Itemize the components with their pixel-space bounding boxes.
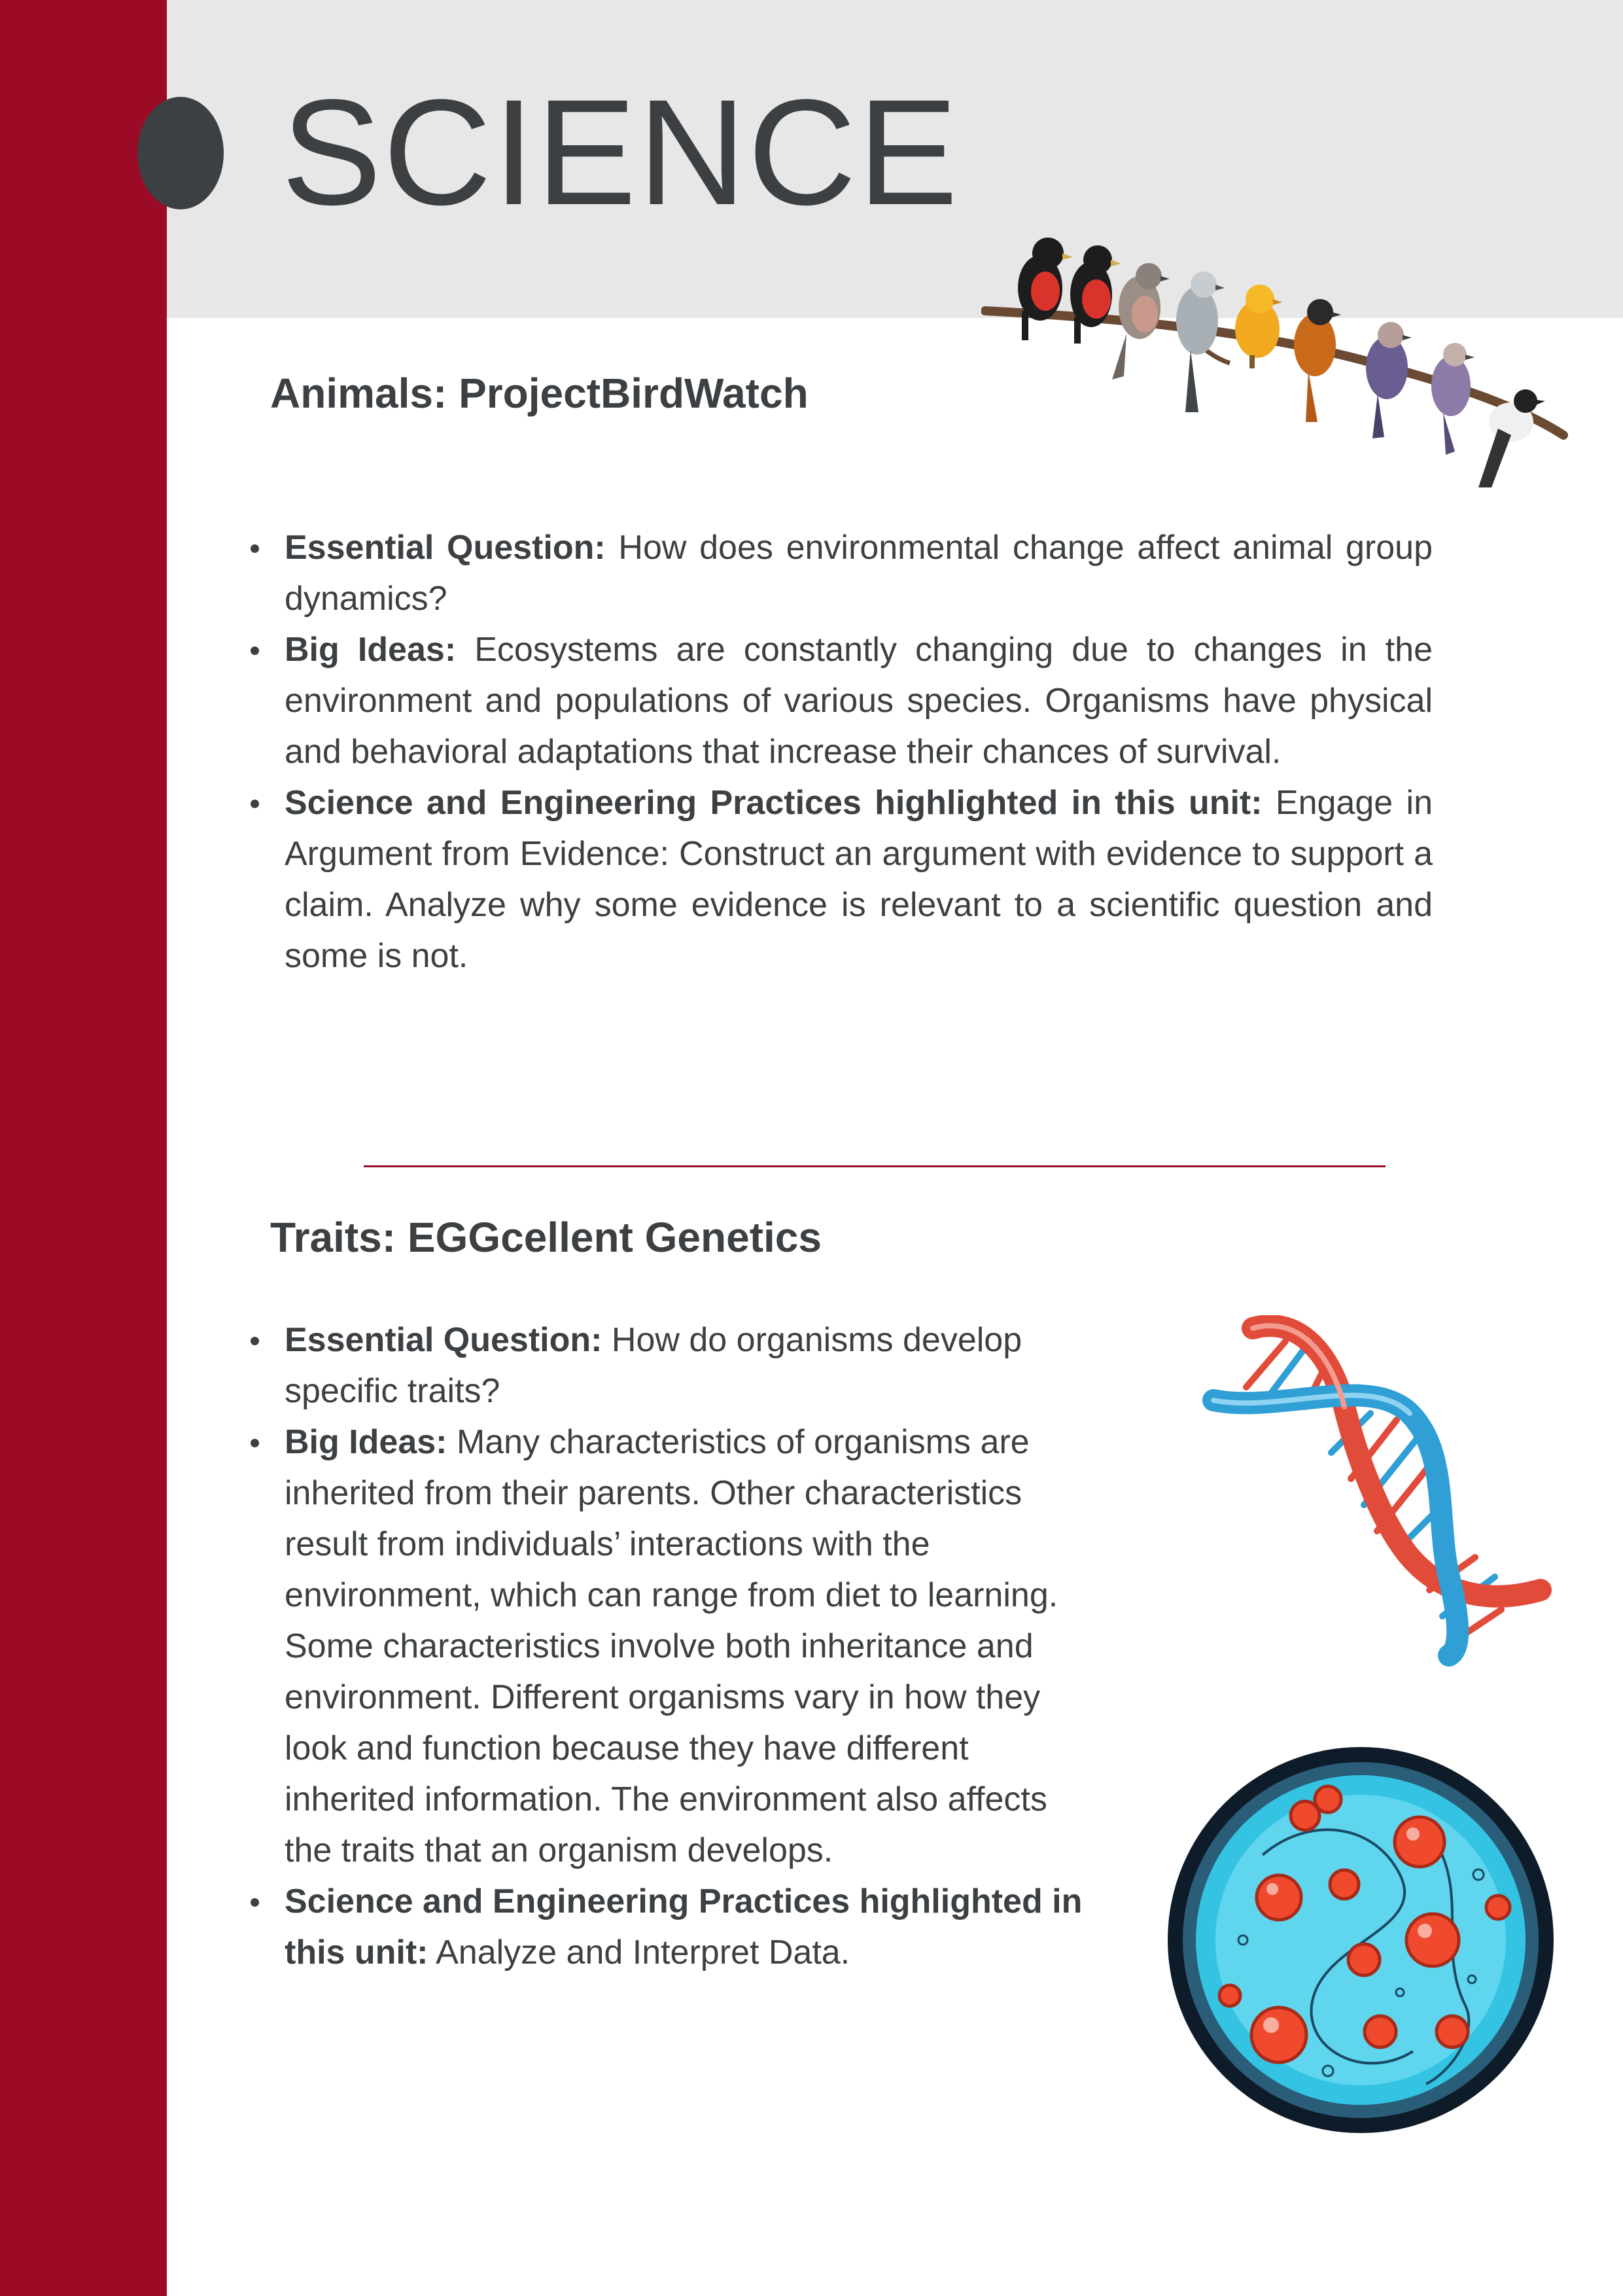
dna-helix-icon [1200,1315,1554,1669]
section-divider [364,1165,1386,1167]
side-accent-bar [0,0,167,2296]
petri-dish-cells-icon [1164,1744,1557,2136]
header-dot [137,97,224,209]
list-item: Big Ideas: Ecosystems are constantly changing due to changes in the environment and populations of various species. Organisms have physical and behavioral adaptations that increase their chances of survival. [285,624,1433,777]
section-title-animals: Animals: ProjectBirdWatch [270,370,809,417]
animals-bullet-list [285,522,1433,981]
traits-bullet-list [285,1315,1096,1978]
list-item: Essential Question: How do organisms develop specific traits? [285,1315,1096,1417]
birds-on-branch-icon [981,232,1570,520]
list-item: Science and Engineering Practices highlighted in this unit: Analyze and Interpret Data. [285,1876,1096,1978]
page-title: SCIENCE [281,68,960,236]
list-item: Science and Engineering Practices highlighted in this unit: Engage in Argument from Evidence: Construct an argument with evidence to support a claim. Analyze why some evidence is relevant to a scientific question and some is not. [285,777,1433,981]
list-item: Big Ideas: Many characteristics of organisms are inherited from their parents. Other characteristics result from individuals’ interactions with the environment, which can range from diet to learning. Some characteristics involve both inheritance and environment. Different organisms vary in how they look and function because they have different inherited information. The environment also affects the traits that an organism develops. [285,1417,1096,1876]
list-item: Essential Question: How does environmental change affect animal group dynamics? [285,522,1433,624]
section-title-traits: Traits: EGGcellent Genetics [270,1214,822,1261]
